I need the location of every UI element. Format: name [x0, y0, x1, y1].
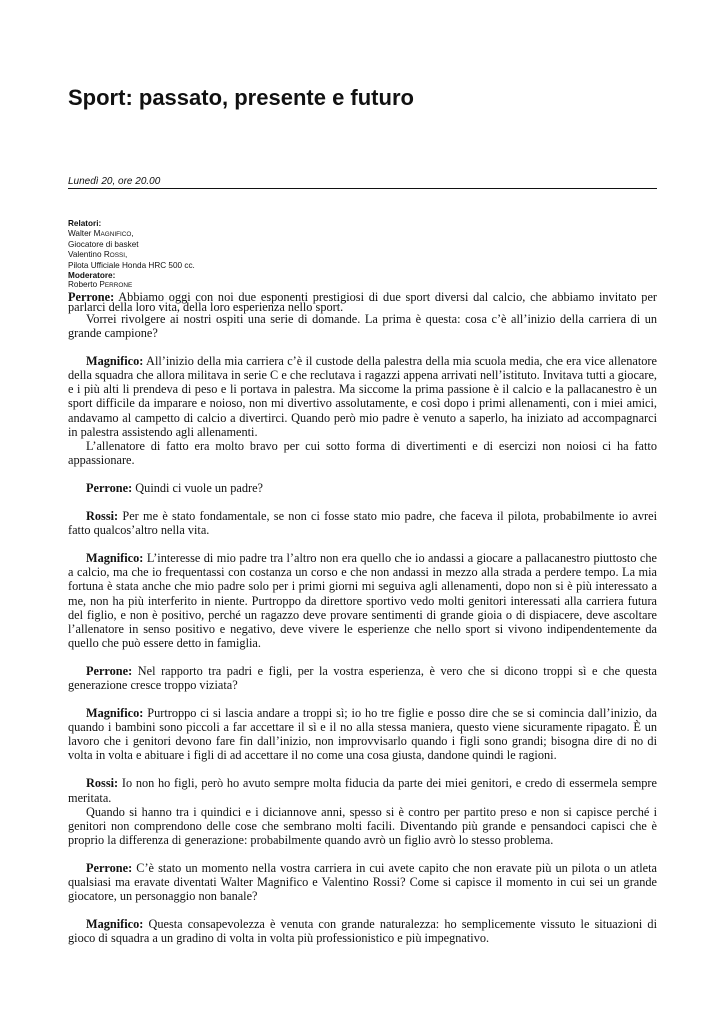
speaker-1-name: Walter MAGNIFICO, — [68, 228, 134, 238]
speaker-1-role: Giocatore di basket — [68, 239, 139, 249]
title-divider — [68, 188, 657, 189]
transcript-paragraph: Magnifico: Questa consapevolezza è venuta con grande naturalezza: ho semplicemente vissuto le situazioni di gioco di squadra a un gradino di volta in volta più professionistico e più impegnativo. — [68, 917, 657, 946]
transcript-paragraph: Vorrei rivolgere ai nostri ospiti una serie di domande. La prima è questa: cosa c’è all’inizio della carriera di un grande campione? — [68, 312, 657, 341]
document-title: Sport: passato, presente e futuro — [68, 85, 414, 110]
event-date: Lunedì 20, ore 20.00 — [68, 176, 161, 187]
transcript-paragraph: Magnifico: All’inizio della mia carriera c’è il custode della palestra della mia scuola media, che era vice allenatore della squadra che allora militava in serie C e che reclutava i ragazzi appena arrivati nell’istituto. Invitava tutti a giocare, e i più alti li prendeva di peso e li portava in palestra. Ma siccome la prima passione è il calcio e la pallacanestro è un sport difficile da imparare e noioso, non mi divertivo assolutamente, e così dopo i primi allenamenti, con i miei amici, andavamo al campetto di calcio a divertirci. Quando però mio padre è venuto a saperlo, ha iniziato ad accompagnarci in palestra assistendo agli allenamenti. — [68, 354, 657, 439]
transcript-paragraph: L’allenatore di fatto era molto bravo per cui sotto forma di divertimenti e di esercizi non noiosi ci ha fatto appassionare. — [68, 438, 657, 467]
transcript-paragraph: Perrone: Quindi ci vuole un padre? — [86, 480, 264, 495]
transcript-paragraph: Perrone: Nel rapporto tra padri e figli, per la vostra esperienza, è vero che si dicono troppi sì e che questa generazione cresce troppo viziata? — [68, 663, 657, 692]
moderatore-label: Moderatore: — [68, 270, 116, 280]
moderator-name: Roberto PERRONE — [68, 280, 133, 290]
speaker-2-role: Pilota Ufficiale Honda HRC 500 cc. — [68, 260, 195, 270]
transcript-paragraph: Magnifico: Purtroppo ci si lascia andare a troppi sì; io ho tre figlie e posso dire che se si comincia dall’inizio, da quando i bambini sono piccoli a far accettare il sì e il no alla stessa maniera, questo viene sicuramente ripagato. È un lavoro che i genitori devono fare fin dall’inizio, non improvvisarlo quando i figli sono grandi; bisogna dire di no di volta in volta e abituare i figli di ad accettare il no come una cosa giusta, dandone quindi le ragioni. — [68, 706, 657, 763]
transcript-paragraph: Perrone: Abbiamo oggi con noi due esponenti prestigiosi di due sport diversi dal calcio, che abbiamo invitato per parlarci della loro vita, della loro esperienza nello sport. — [68, 290, 657, 314]
transcript-paragraph: Magnifico: L’interesse di mio padre tra l’altro non era quello che io andassi a giocare a pallacanestro piuttosto che a calcio, ma che io frequentassi con costanza un corso e che non andassi in mezzo alla strada a perdere tempo. La mia fortuna è stata anche che mio padre solo per i primi giorni mi seguiva agli allenamenti, dopo non si è più interessato a me, non ha più interferito in niente. Purtroppo da direttore sportivo vedo molti genitori interessati alla carriera futura del figlio, e non è positivo, perché un ragazzo deve provare sentimenti di grande gioia o di dispiacere, deve ascoltare l’allenatore in senso positivo e negativo, deve vivere le esperienze che nello sport si vivono indipendentemente da quello che può essere detto in famiglia. — [68, 551, 657, 650]
speaker-2-name: Valentino ROSSI, — [68, 249, 128, 259]
transcript-paragraph: Rossi: Io non ho figli, però ho avuto sempre molta fiducia da parte dei miei genitori, e credo di essermela sempre meritata. — [68, 776, 657, 805]
relatori-label: Relatori: — [68, 219, 102, 228]
transcript-paragraph: Perrone: C’è stato un momento nella vostra carriera in cui avete capito che non eravate più un pilota o un atleta qualsiasi ma eravate diventati Walter Magnifico e Valentino Rossi? Come si capisce il momento in cui sei un grande giocatore, un personaggio non banale? — [68, 860, 657, 904]
transcript-paragraph: Quando si hanno tra i quindici e i diciannove anni, spesso si è contro per partito preso e non si capisce perché i genitori non comprendono delle cose che sembrano molti facili. Diventando più grande e pensandoci capisci che è proprio la differenza di generazione: probabilmente quando avrò un figlio avrò lo stesso problema. — [68, 804, 657, 847]
speakers-block — [68, 219, 195, 291]
transcript-body — [68, 292, 657, 945]
transcript-paragraph: Rossi: Per me è stato fondamentale, se non ci fosse stato mio padre, che faceva il pilota, probabilmente io avrei fatto qualcos’altro nella vita. — [68, 509, 657, 538]
